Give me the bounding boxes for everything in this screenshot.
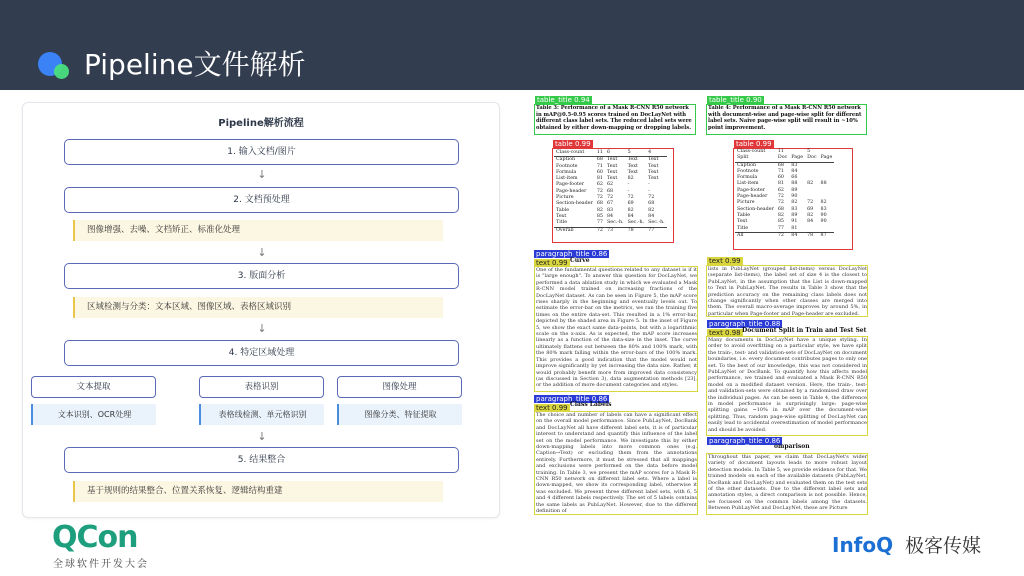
note-layout-analysis: 区域检测与分类：文本区域、图像区域、表格区域识别 bbox=[73, 297, 443, 318]
table-cell: Page-footer bbox=[737, 187, 766, 193]
step-preprocess: 2. 文档预处理 bbox=[64, 187, 459, 213]
table-cell: Overall bbox=[554, 227, 595, 234]
table-row bbox=[554, 220, 667, 227]
table-cell: 71 bbox=[777, 168, 784, 174]
table-cell: 81 bbox=[777, 181, 784, 187]
table-cell bbox=[819, 162, 835, 169]
table-cell: Footnote bbox=[556, 163, 578, 169]
infoq-logo: InfoQ bbox=[832, 533, 894, 557]
note-preprocess: 图像增强、去噪、文档矫正、标准化处理 bbox=[73, 220, 443, 241]
table-cell: Text bbox=[648, 157, 659, 163]
qcon-logo: QCon bbox=[52, 520, 138, 555]
table-cell: 84 bbox=[648, 213, 655, 219]
table-cell: 66 bbox=[791, 175, 798, 181]
table-cell: Text bbox=[556, 213, 567, 219]
table-cell: 78 bbox=[626, 227, 647, 234]
right-table bbox=[735, 149, 834, 239]
table-cell: 85 bbox=[596, 213, 603, 219]
table-cell: 62 bbox=[606, 182, 614, 188]
table-cell: Page bbox=[820, 155, 833, 161]
table-cell: 72 bbox=[596, 227, 603, 233]
table-cell: 85 bbox=[777, 219, 784, 225]
table-cell: 72 bbox=[606, 195, 614, 201]
table-row bbox=[554, 227, 667, 234]
table-cell: 11 bbox=[777, 149, 784, 154]
left-table-caption: Table 3: Performance of a Mask R-CNN R50 network in mAP@0.5-0.95 scores trained on DocLayNet with different class label sets. The reduced label sets were obtained by either down-mapping or dropping labels. bbox=[536, 105, 692, 131]
table-cell: Text bbox=[627, 157, 638, 163]
table-cell: Sec.-h. bbox=[606, 220, 624, 226]
header-bar bbox=[0, 0, 1024, 90]
tag-text: text 0.99 bbox=[709, 257, 741, 265]
detected-document-page bbox=[530, 96, 870, 516]
table-cell: 68 bbox=[648, 201, 655, 207]
right-table-caption: Table 4: Performance of a Mask R-CNN R50 network with document-wise and page-wise split for different label sets. Naive page-wise split will result in ~10% point improvement. bbox=[708, 105, 862, 131]
table-cell: Title bbox=[737, 225, 749, 231]
table-cell: Text bbox=[737, 219, 748, 225]
table-cell: 84 bbox=[627, 213, 634, 219]
table-cell: Page-header bbox=[737, 194, 768, 200]
right-section-comparison: omparison bbox=[774, 443, 810, 450]
table-cell: Table bbox=[556, 207, 570, 213]
table-cell: 84 bbox=[791, 168, 798, 174]
table-cell: 60 bbox=[777, 175, 784, 181]
right-section-split: Document Split in Train and Test Set bbox=[742, 327, 867, 334]
table-cell: 81 bbox=[596, 176, 603, 182]
table-cell: - bbox=[627, 182, 630, 188]
table-cell: Text bbox=[606, 169, 618, 175]
table-cell: 71 bbox=[596, 163, 603, 169]
table-cell: 72 bbox=[627, 195, 634, 201]
table-cell: 91 bbox=[791, 219, 798, 225]
tag-paragraph-title: paragraph_title 0.86 bbox=[536, 250, 608, 258]
table-cell: 82 bbox=[627, 176, 634, 182]
tag-table-title: table_title 0.94 bbox=[537, 96, 590, 104]
table-cell: Text bbox=[648, 176, 659, 182]
left-section-curve: Curve bbox=[570, 257, 590, 264]
table-cell: 84 bbox=[606, 213, 614, 219]
table-cell: 62 bbox=[777, 187, 784, 193]
table-cell: Picture bbox=[737, 200, 755, 206]
table-cell: Text bbox=[606, 176, 618, 182]
table-cell: 84 bbox=[807, 219, 814, 225]
table-cell: 82 bbox=[807, 181, 814, 187]
table-cell: Text bbox=[606, 157, 618, 163]
table-cell: Page bbox=[791, 155, 804, 161]
table-cell: 83 bbox=[791, 206, 798, 212]
table-cell bbox=[805, 162, 818, 169]
table-cell: Text bbox=[648, 169, 659, 175]
infoq-cn-label: 极客传媒 bbox=[905, 535, 982, 557]
table-cell: 68 bbox=[606, 188, 614, 194]
table-cell: 82 bbox=[791, 200, 798, 206]
table-cell: 83 bbox=[791, 162, 798, 168]
tag-paragraph-title: paragraph_title 0.86 bbox=[536, 395, 608, 403]
table-cell: List-item bbox=[737, 181, 759, 187]
note-merge-results: 基于规则的结果整合、位置关系恢复、逻辑结构重建 bbox=[73, 481, 443, 502]
tag-text: text 0.99 bbox=[536, 404, 568, 412]
table-cell: Split bbox=[735, 155, 776, 162]
table-cell: 82 bbox=[596, 207, 603, 213]
table-cell: 82 bbox=[820, 200, 827, 206]
table-cell: 88 bbox=[791, 181, 798, 187]
table-cell: 72 bbox=[777, 200, 784, 206]
arrow-down-icon: ↓ bbox=[257, 430, 267, 443]
table-cell: 83 bbox=[606, 207, 614, 213]
table-cell: Text bbox=[648, 163, 659, 169]
table-cell: Text bbox=[627, 163, 638, 169]
table-cell: Formula bbox=[556, 169, 577, 175]
table-cell: 5 bbox=[807, 149, 811, 154]
table-cell: Caption bbox=[737, 162, 757, 168]
right-paragraph-3: Throughout this paper, we claim that DocLayNet's wider variety of document layouts leads to more robust layout detection models. In Table 5, we provide evidence for that. We trained models on each of the available datasets (PubLayNet, DocBank and DocLayNet) and evaluated them on the test sets of the other datasets. Due to the different label sets and annotation styles, a direct comparison is not possible. Hence, we focussed on the common labels among the datasets. Between PubLayNet and DocLayNet, these are Picture bbox=[708, 454, 867, 512]
table-cell: 88 bbox=[820, 181, 827, 187]
right-paragraph-2: Many documents in DocLayNet have a unique styling. In order to avoid overfitting on a particular style, we have split the train-, test- and validation-sets of DocLayNet on document boundaries, i.e. every document contributes pages to only one set. To the best of our knowledge, this was not considered in PubLayNet or DocBank. To quantify how this affects model performance, we trained and evaluated a Mask R-CNN R50 model on a modified dataset version. Here, the train-, test- and validation-sets were obtained by a randomised draw over the individual pages. As can be seen in Table 4, the difference in model performance is surprisingly large: page-wise splitting gains ~10% in mAP over the document-wise splitting. Thus, random page-wise splitting of DocLayNet can easily lead to accidental overestimation of model performance and should be avoided. bbox=[708, 337, 867, 433]
table-cell: 72 bbox=[596, 195, 603, 201]
table-cell: 89 bbox=[791, 212, 798, 218]
table-cell: 90 bbox=[820, 219, 827, 225]
table-cell: 72 bbox=[807, 200, 814, 206]
table-cell: Class-count bbox=[737, 149, 766, 154]
left-section-labels: Class Labels bbox=[570, 401, 612, 408]
table-cell: 68 bbox=[777, 162, 784, 168]
table-cell: List-item bbox=[556, 176, 578, 182]
table-cell: Title bbox=[556, 220, 568, 226]
sub-table-recognition: 表格识别 bbox=[199, 376, 324, 398]
table-cell: Page-footer bbox=[556, 182, 585, 188]
table-cell: 11 bbox=[596, 150, 603, 155]
tag-table-title: table_title 0.90 bbox=[709, 96, 762, 104]
table-cell: 89 bbox=[791, 187, 798, 193]
step-merge-results: 5. 结果整合 bbox=[64, 447, 459, 473]
table-cell: All bbox=[735, 232, 776, 239]
table-row bbox=[735, 162, 834, 169]
table-cell: 69 bbox=[807, 206, 814, 212]
table-cell: - bbox=[648, 182, 650, 188]
pipeline-flow-panel bbox=[22, 102, 500, 518]
table-cell: 68 bbox=[596, 201, 603, 207]
arrow-down-icon: ↓ bbox=[257, 168, 267, 181]
table-cell: Text bbox=[627, 169, 638, 175]
table-cell: 69 bbox=[627, 201, 634, 207]
table-row bbox=[554, 157, 667, 164]
table-cell: 83 bbox=[820, 206, 827, 212]
table-row bbox=[554, 164, 667, 170]
table-cell: Doc bbox=[807, 155, 817, 161]
subnote-table: 表格线检测、单元格识别 bbox=[199, 404, 324, 425]
arrow-down-icon: ↓ bbox=[257, 322, 267, 335]
table-cell: Picture bbox=[556, 195, 574, 201]
tag-paragraph-title: paragraph_title 0.86 bbox=[709, 437, 781, 445]
table-cell bbox=[805, 226, 818, 233]
arrow-down-icon: ↓ bbox=[257, 246, 267, 259]
table-row bbox=[735, 155, 834, 162]
sub-text-extraction: 文本提取 bbox=[31, 376, 156, 398]
flow-title: Pipeline解析流程 bbox=[218, 118, 304, 129]
table-cell: 77 bbox=[777, 225, 784, 231]
table-cell: 62 bbox=[596, 182, 603, 188]
tag-table: table 0.99 bbox=[736, 140, 772, 148]
left-table-wrap bbox=[554, 150, 667, 234]
table-cell: 68 bbox=[777, 206, 784, 212]
subnote-image: 图像分类、特征提取 bbox=[337, 404, 462, 425]
table-cell: 82 bbox=[627, 207, 634, 213]
step-input-document: 1. 输入文档/图片 bbox=[64, 139, 459, 165]
table-cell: Footnote bbox=[737, 168, 759, 174]
tag-text: text 0.99 bbox=[536, 259, 568, 267]
tag-table: table 0.99 bbox=[555, 140, 591, 148]
right-table-wrap bbox=[735, 149, 834, 239]
table-cell: 82 bbox=[777, 212, 784, 218]
table-cell: Section-header bbox=[737, 206, 774, 212]
table-cell: 82 bbox=[807, 212, 814, 218]
right-paragraph-1: lists in PubLayNet (grouped list-items) versus DocLayNet (separate list-items), the label set of size 4 is the closest to PubLayNet, in the assumption that the List is down-mapped to Text in PubLayNet. The results in Table 3 show that the prediction accuracy on the remaining class labels does not change significantly when other classes are merged into them. The overall macro-average improves by around 5%, in particular when Page-footer and Page-header are excluded. bbox=[708, 266, 867, 316]
table-cell: Formula bbox=[737, 175, 758, 181]
table-cell: Text bbox=[606, 163, 618, 169]
table-cell: 90 bbox=[820, 212, 827, 218]
table-cell: 5 bbox=[626, 150, 647, 157]
table-cell: 81 bbox=[791, 225, 798, 231]
table-cell: 78 bbox=[805, 232, 818, 239]
table-row bbox=[554, 201, 667, 207]
table-cell: 72 bbox=[777, 194, 784, 200]
table-cell: 77 bbox=[596, 220, 603, 226]
qcon-subtitle: 全球软件开发大会 bbox=[53, 559, 149, 570]
tag-paragraph-title: paragraph_title 0.88 bbox=[709, 320, 781, 328]
table-cell: 72 bbox=[648, 195, 655, 201]
table-cell: Sec.-h. bbox=[627, 220, 645, 226]
table-cell: Page-header bbox=[556, 188, 587, 194]
table-row bbox=[735, 232, 834, 239]
table-cell: Table bbox=[737, 212, 751, 218]
subnote-text: 文本识别、OCR处理 bbox=[31, 404, 156, 425]
table-cell: Doc bbox=[777, 155, 788, 161]
table-cell: - bbox=[627, 188, 630, 194]
tag-text: text 0.98 bbox=[709, 329, 741, 337]
table-cell bbox=[819, 226, 835, 233]
table-cell: 90 bbox=[791, 194, 798, 200]
table-row bbox=[554, 150, 667, 157]
table-row bbox=[735, 226, 834, 233]
brand-dot-small-icon bbox=[54, 64, 69, 79]
table-cell: 60 bbox=[596, 169, 603, 175]
table-cell: 84 bbox=[789, 232, 805, 239]
slide-title: Pipeline文件解析 bbox=[84, 48, 306, 81]
table-cell: - bbox=[648, 188, 650, 194]
step-region-processing: 4. 特定区域处理 bbox=[64, 340, 459, 366]
table-cell: 6 bbox=[605, 150, 626, 157]
table-cell: 87 bbox=[819, 232, 835, 239]
table-cell: 4 bbox=[646, 150, 667, 157]
table-cell: 68 bbox=[596, 157, 603, 163]
table-cell: Class-count bbox=[554, 150, 595, 157]
sub-image-processing: 图像处理 bbox=[337, 376, 462, 398]
left-paragraph-1: One of the fundamental questions related to any dataset is if it is "large enough". To answer this question for DocLayNet, we performed a data ablation study in which we evaluated a Mask R-CNN model trained on increasing fractions of the DocLayNet dataset. As can be seen in Figure 5, the mAP score rises sharply in the beginning and eventually levels out. To estimate the error-bar on the metrics, we ran the training five times on the entire data-set. This resulted in a 1% error-bar, depicted by the shaded area in Figure 5. In the inset of Figure 5, we show the exact same data-points, but with a logarithmic scale on the x-axis. As is expected, the mAP score increases linearly as a function of the data-size in the inset. The curve ultimately flattens out between the 80% and 100% mark, with the 80% mark falling within the error-bars of the 100% mark. This provides a good indication that the model would not improve significantly by yet increasing the data size. Rather, it would probably benefit more from improved data consistency (as discussed in Section 3), data augmentation methods [23], or the addition of more document categories and styles. bbox=[536, 267, 697, 389]
table-cell: Section-header bbox=[556, 201, 593, 207]
table-cell: Caption bbox=[556, 157, 576, 163]
table-cell: 72 bbox=[596, 188, 603, 194]
table-cell: Sec.-h. bbox=[648, 220, 665, 226]
table-cell: 82 bbox=[648, 207, 655, 213]
left-table bbox=[554, 150, 667, 234]
table-cell: 72 bbox=[776, 232, 789, 239]
table-cell: 73 bbox=[605, 227, 626, 234]
table-cell: 67 bbox=[606, 201, 614, 207]
table-cell: 77 bbox=[646, 227, 667, 234]
left-paragraph-2: The choice and number of labels can have a significant effect on the overall model performance. Since PubLayNet, DocBank and DocLayNet all have different label sets, it is of particular interest to understand and quantify this influence of the label set on the model performance. We investigate this by either down-mapping labels into more common ones (e.g. Caption→Text) or excluding them from the annotations entirely. Furthermore, it must be stressed that all mappings and exclusions were performed on the data before model training. In Table 3, we present the mAP scores for a Mask R-CNN R50 network on different label sets. Where a label is down-mapped, we show its corresponding label, otherwise it was excluded. We present three different label sets, with 6, 5 and 4 different labels respectively. The set of 5 labels contains the same labels as PubLayNet. However, due to the different definition of bbox=[536, 412, 697, 515]
step-layout-analysis: 3. 版面分析 bbox=[64, 263, 459, 289]
